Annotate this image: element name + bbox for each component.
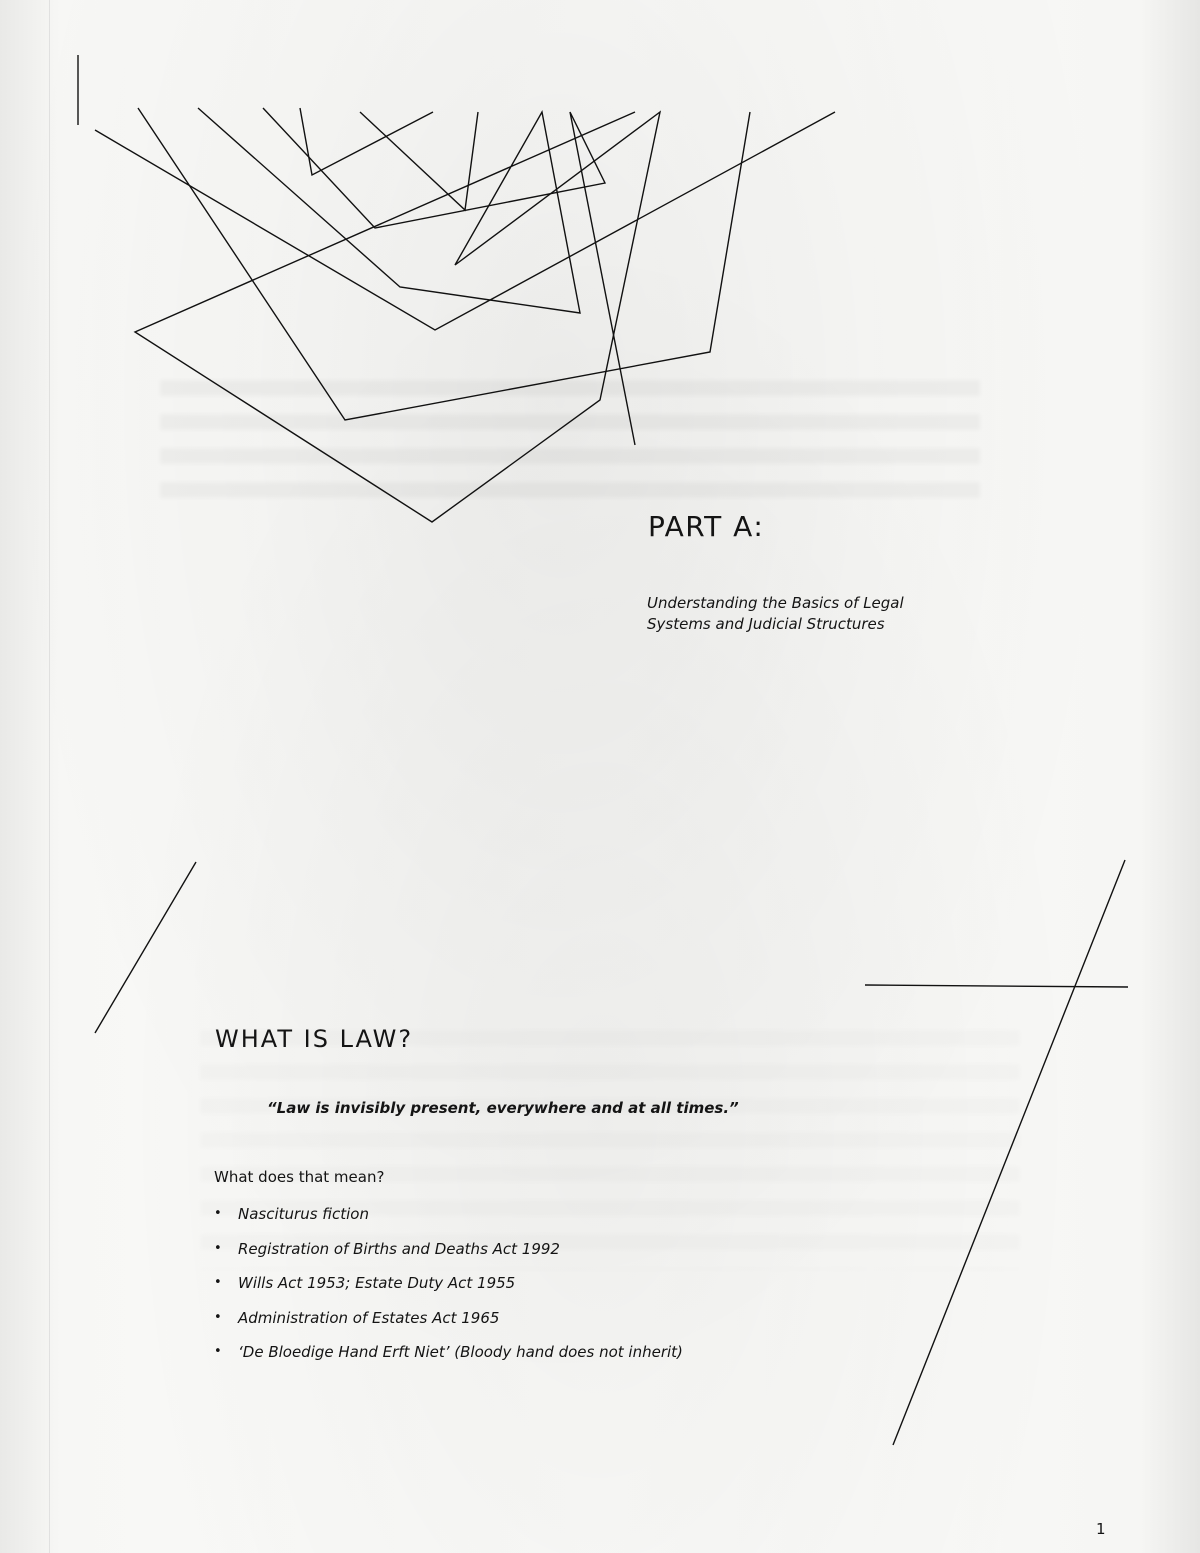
- list-item-text: ‘De Bloedige Hand Erft Niet’ (Bloody hand does not inherit): [238, 1343, 683, 1361]
- bullet-marker: •: [214, 1309, 222, 1325]
- bullet-marker: •: [214, 1206, 222, 1221]
- show-through-text-top: [160, 380, 980, 500]
- list-item: [214, 1271, 683, 1306]
- middle-left-stroke: [95, 862, 196, 1033]
- section-heading: WHAT IS LAW?: [215, 1025, 414, 1053]
- bullet-marker: •: [214, 1344, 222, 1359]
- page-number: 1: [1096, 1520, 1106, 1538]
- list-item: [214, 1202, 683, 1237]
- part-subtitle: Understanding the Basics of Legal Systems and Judicial Structures: [647, 594, 904, 633]
- list-item-text: Wills Act 1953; Estate Duty Act 1955: [238, 1274, 516, 1292]
- section-question: What does that mean?: [214, 1168, 385, 1186]
- bullet-list: [214, 1202, 683, 1375]
- list-item: [214, 1340, 683, 1375]
- list-item-text: Nasciturus fiction: [238, 1205, 369, 1223]
- bullet-marker: •: [214, 1240, 222, 1256]
- list-item-text: Registration of Births and Deaths Act 1992: [238, 1239, 560, 1258]
- bullet-marker: •: [214, 1275, 222, 1290]
- list-item-text: Administration of Estates Act 1965: [238, 1308, 500, 1327]
- law-quote: “Law is invisibly present, everywhere and at all times.”: [267, 1099, 739, 1117]
- list-item: [214, 1237, 683, 1272]
- list-item: [214, 1306, 683, 1341]
- page-margin-edge: [49, 0, 50, 1553]
- part-title: PART A:: [648, 510, 765, 543]
